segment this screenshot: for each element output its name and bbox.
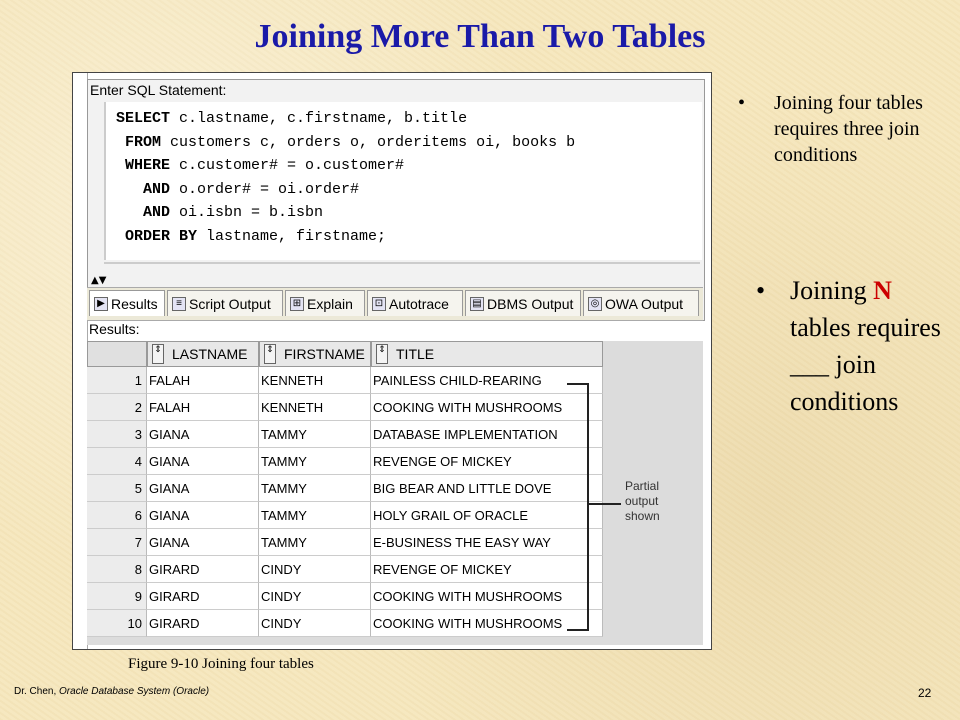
- output-tabs: [87, 287, 703, 321]
- row-number: 5: [87, 475, 147, 502]
- sql-line: ORDER BY lastname, firstname;: [116, 228, 387, 245]
- sql-statement-label: Enter SQL Statement:: [90, 82, 227, 98]
- sort-icon: ⇕: [152, 344, 164, 364]
- column-header-title[interactable]: ⇕ TITLE: [371, 341, 603, 367]
- partial-output-bracket: [567, 383, 589, 631]
- bullet-text: Joining four tables requires three join conditions: [774, 92, 923, 166]
- column-header-firstname[interactable]: ⇕ FIRSTNAME: [259, 341, 371, 367]
- cell-firstname: KENNETH: [259, 394, 371, 421]
- row-number: 9: [87, 583, 147, 610]
- cell-lastname: GIRARD: [147, 610, 259, 637]
- row-number: 10: [87, 610, 147, 637]
- tab-dbms-output[interactable]: ▤ DBMS Output: [465, 290, 581, 316]
- sql-line: WHERE c.customer# = o.customer#: [116, 157, 405, 174]
- cell-firstname: TAMMY: [259, 475, 371, 502]
- partial-output-note: Partial output shown: [625, 479, 660, 523]
- cell-firstname: TAMMY: [259, 502, 371, 529]
- cell-firstname: CINDY: [259, 556, 371, 583]
- bullet-icon: •: [756, 276, 766, 305]
- autotrace-icon: ⊡: [372, 297, 386, 311]
- tab-script-output[interactable]: ≡ Script Output: [167, 290, 283, 316]
- cell-lastname: GIANA: [147, 529, 259, 556]
- sql-line: AND oi.isbn = b.isbn: [116, 204, 324, 221]
- row-number-header: [87, 341, 147, 367]
- bullet-text: Joining N tables requires ___ join conditions: [790, 276, 941, 416]
- tab-owa-output[interactable]: ◎ OWA Output: [583, 290, 699, 316]
- sql-line: SELECT c.lastname, c.firstname, b.title: [116, 110, 468, 127]
- table-row[interactable]: [87, 502, 603, 529]
- split-arrows-icon[interactable]: ▲▼: [91, 275, 107, 286]
- cell-lastname: FALAH: [147, 367, 259, 394]
- footer-credit: Dr. Chen, Oracle Database System (Oracle): [14, 686, 210, 697]
- results-label: Results:: [89, 321, 140, 337]
- cell-firstname: KENNETH: [259, 367, 371, 394]
- row-number: 8: [87, 556, 147, 583]
- cell-lastname: GIANA: [147, 448, 259, 475]
- table-row[interactable]: [87, 394, 603, 421]
- slide-title: Joining More Than Two Tables: [254, 18, 706, 55]
- table-row[interactable]: [87, 583, 603, 610]
- cell-firstname: CINDY: [259, 583, 371, 610]
- table-row[interactable]: [87, 475, 603, 502]
- cell-firstname: TAMMY: [259, 421, 371, 448]
- left-gutter: [73, 73, 88, 649]
- table-row[interactable]: [87, 556, 603, 583]
- column-header-lastname[interactable]: ⇕ LASTNAME: [147, 341, 259, 367]
- play-icon: ▶: [94, 297, 108, 311]
- table-row[interactable]: [87, 421, 603, 448]
- sql-line: AND o.order# = oi.order#: [116, 181, 360, 198]
- figure-caption: Figure 9-10 Joining four tables: [128, 656, 314, 672]
- page-number: 22: [918, 686, 932, 700]
- cell-lastname: GIRARD: [147, 556, 259, 583]
- table-row[interactable]: [87, 367, 603, 394]
- cell-title: COOKING WITH MUSHROOMS: [371, 583, 603, 610]
- explain-icon: ⊞: [290, 297, 304, 311]
- cell-title: E-BUSINESS THE EASY WAY: [371, 529, 603, 556]
- cell-title: COOKING WITH MUSHROOMS: [371, 394, 603, 421]
- sql-editor[interactable]: [104, 102, 702, 260]
- dbms-icon: ▤: [470, 297, 484, 311]
- tab-explain[interactable]: ⊞ Explain: [285, 290, 365, 316]
- script-icon: ≡: [172, 297, 186, 311]
- owa-icon: ◎: [588, 297, 602, 311]
- bracket-pointer: [587, 503, 621, 505]
- table-row[interactable]: [87, 529, 603, 556]
- cell-title: HOLY GRAIL OF ORACLE: [371, 502, 603, 529]
- cell-lastname: GIANA: [147, 475, 259, 502]
- row-number: 7: [87, 529, 147, 556]
- table-row[interactable]: [87, 610, 603, 637]
- sql-statement-panel: [87, 79, 705, 321]
- sql-developer-screenshot: [72, 72, 712, 650]
- cell-title: COOKING WITH MUSHROOMS: [371, 610, 603, 637]
- row-number: 2: [87, 394, 147, 421]
- row-number: 4: [87, 448, 147, 475]
- cell-lastname: GIRARD: [147, 583, 259, 610]
- row-number: 6: [87, 502, 147, 529]
- row-number: 1: [87, 367, 147, 394]
- table-row[interactable]: [87, 448, 603, 475]
- sort-icon: ⇕: [376, 344, 388, 364]
- bullet-icon: •: [738, 92, 746, 114]
- cell-title: DATABASE IMPLEMENTATION: [371, 421, 603, 448]
- tab-autotrace[interactable]: ⊡ Autotrace: [367, 290, 463, 316]
- sql-editor-scrollbar[interactable]: [104, 262, 700, 264]
- cell-firstname: TAMMY: [259, 529, 371, 556]
- cell-title: REVENGE OF MICKEY: [371, 448, 603, 475]
- sql-line: FROM customers c, orders o, orderitems oi, books b: [116, 134, 576, 151]
- cell-title: PAINLESS CHILD-REARING: [371, 367, 603, 394]
- cell-lastname: GIANA: [147, 421, 259, 448]
- cell-firstname: TAMMY: [259, 448, 371, 475]
- cell-lastname: FALAH: [147, 394, 259, 421]
- sort-icon: ⇕: [264, 344, 276, 364]
- row-number: 3: [87, 421, 147, 448]
- results-grid: [87, 341, 703, 645]
- cell-title: BIG BEAR AND LITTLE DOVE: [371, 475, 603, 502]
- cell-firstname: CINDY: [259, 610, 371, 637]
- tab-results[interactable]: ▶ Results: [89, 290, 165, 316]
- cell-title: REVENGE OF MICKEY: [371, 556, 603, 583]
- cell-lastname: GIANA: [147, 502, 259, 529]
